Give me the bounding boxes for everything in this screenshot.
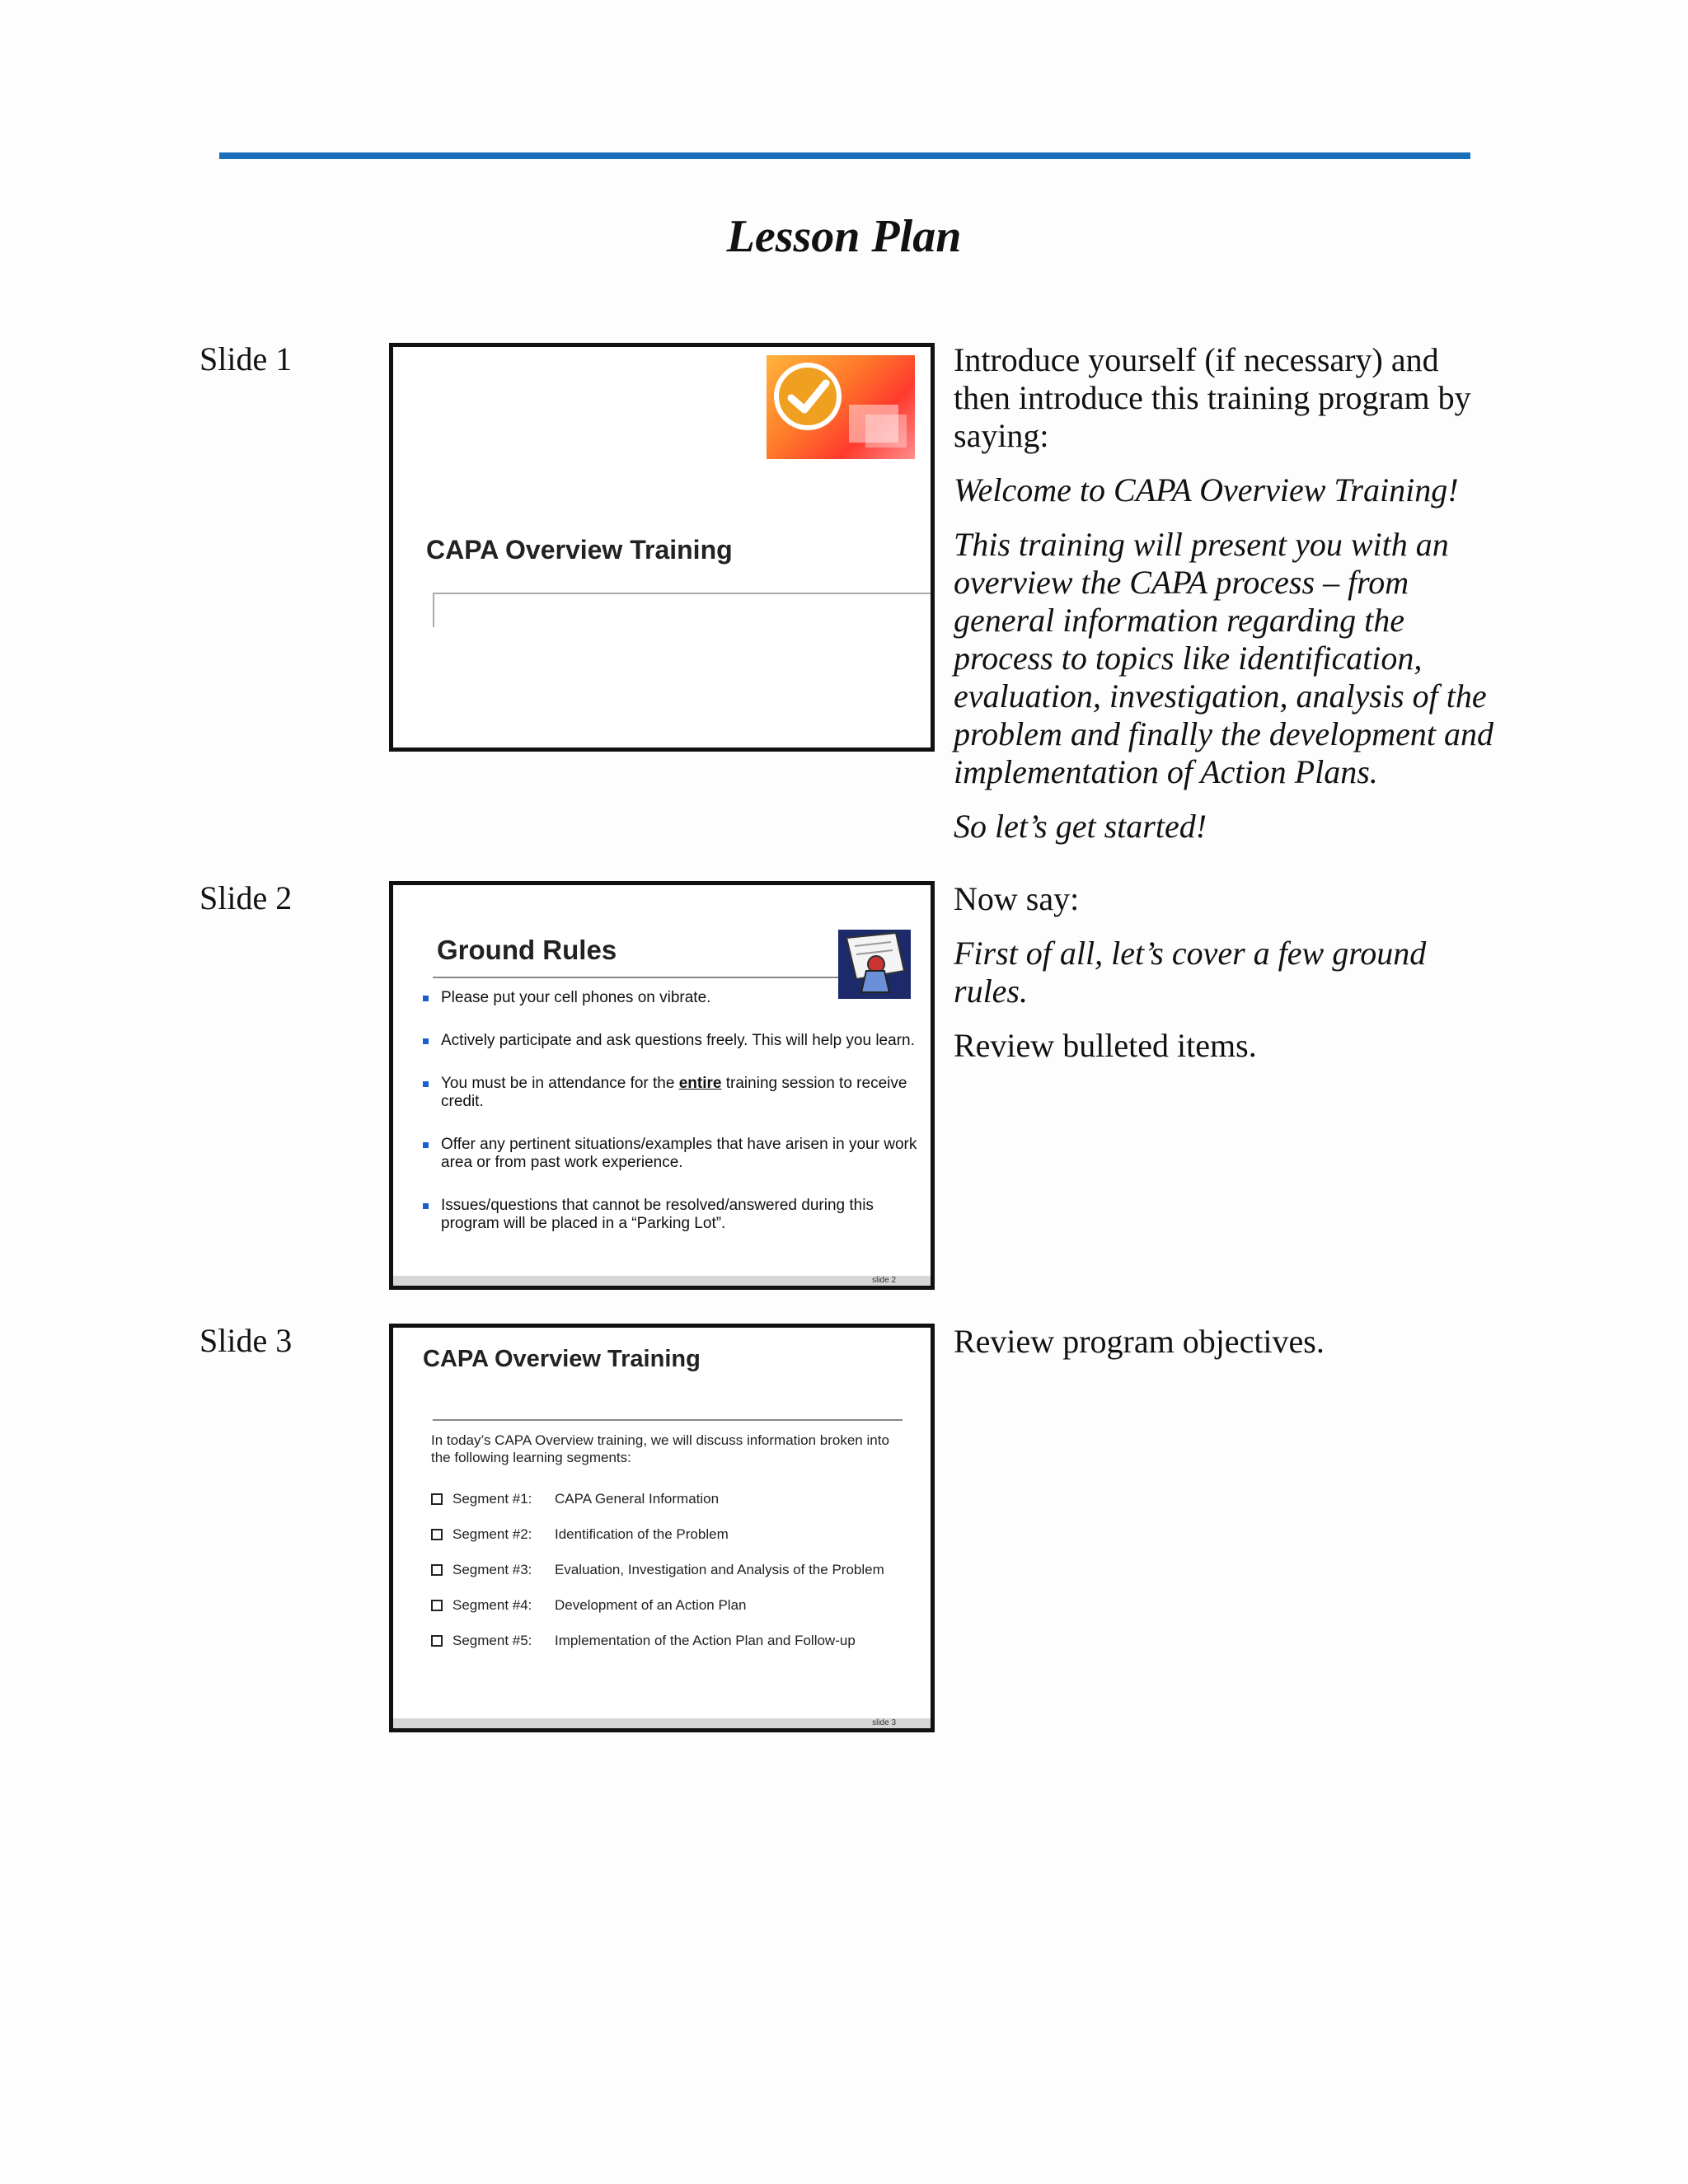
slide-footer [393,1276,931,1286]
slide-title: CAPA Overview Training [426,535,733,565]
slide-number: slide 3 [872,1718,896,1727]
checkbox-icon [431,1564,443,1576]
emphasis-text: entire [678,1075,722,1092]
slide-notes-1 [954,341,1498,862]
slide-notes-3 [954,1323,1498,1377]
list-item: Actively participate and ask questions freely. This will help you learn. [423,1032,917,1050]
notes-paragraph: Now say: [954,880,1080,917]
list-item: Issues/questions that cannot be resolved/answered during this program will be placed in a “Parking Lot”. [423,1197,917,1233]
slide-label: Slide 3 [199,1322,293,1359]
subtitle-placeholder [433,593,935,627]
list-item: Segment #2: Identification of the Problem [431,1516,884,1552]
slide-title: Ground Rules [437,935,617,965]
notes-paragraph: Welcome to CAPA Overview Training! [954,471,1459,509]
notes-paragraph: Review bulleted items. [954,1027,1257,1064]
list-item: Please put your cell phones on vibrate. [423,989,917,1007]
list-item: Segment #1: CAPA General Information [431,1481,884,1516]
page-title: Lesson Plan [726,211,962,262]
segment-list [431,1481,884,1658]
checkmark-icon [767,355,915,459]
title-rule [433,977,870,978]
notes-paragraph: Introduce yourself (if necessary) and then introduce this training program by saying: [954,341,1471,454]
slide-footer [393,1718,931,1728]
checkbox-icon [431,1493,443,1505]
list-item: You must be in attendance for the entire training session to receive credit. [423,1075,917,1111]
slide-label: Slide 1 [199,340,293,377]
checkbox-icon [431,1600,443,1611]
notes-paragraph: First of all, let’s cover a few ground rules. [954,935,1427,1010]
list-item: Segment #5: Implementation of the Action Plan and Follow-up [431,1623,884,1658]
slide-number: slide 2 [872,1276,896,1285]
list-item: Segment #3: Evaluation, Investigation and Analysis of the Problem [431,1552,884,1587]
notes-paragraph: So let’s get started! [954,808,1207,845]
slide-thumbnail-2 [389,881,935,1290]
list-item: Offer any pertinent situations/examples that have arisen in your work area or from past work experience. [423,1136,917,1172]
notes-paragraph: Review program objectives. [954,1323,1325,1360]
checkbox-icon [431,1529,443,1540]
bullet-list [423,989,917,1258]
checkbox-icon [431,1635,443,1647]
header-rule [219,152,1470,159]
slide-label: Slide 2 [199,879,293,916]
list-item: Segment #4: Development of an Action Plan [431,1587,884,1623]
slide-intro: In today’s CAPA Overview training, we will discuss information broken into the following learning segments: [431,1432,889,1465]
slide-thumbnail-3 [389,1324,935,1732]
title-rule [433,1419,903,1421]
slide-title: CAPA Overview Training [423,1346,701,1372]
notes-paragraph: This training will present you with an overview the CAPA process – from general information regarding the process to topics like identification, evaluation, investigation, analysis of the problem and finally the development and implementation of Action Plans. [954,526,1494,790]
slide-notes-2 [954,880,1498,1081]
slide-thumbnail-1 [389,343,935,752]
